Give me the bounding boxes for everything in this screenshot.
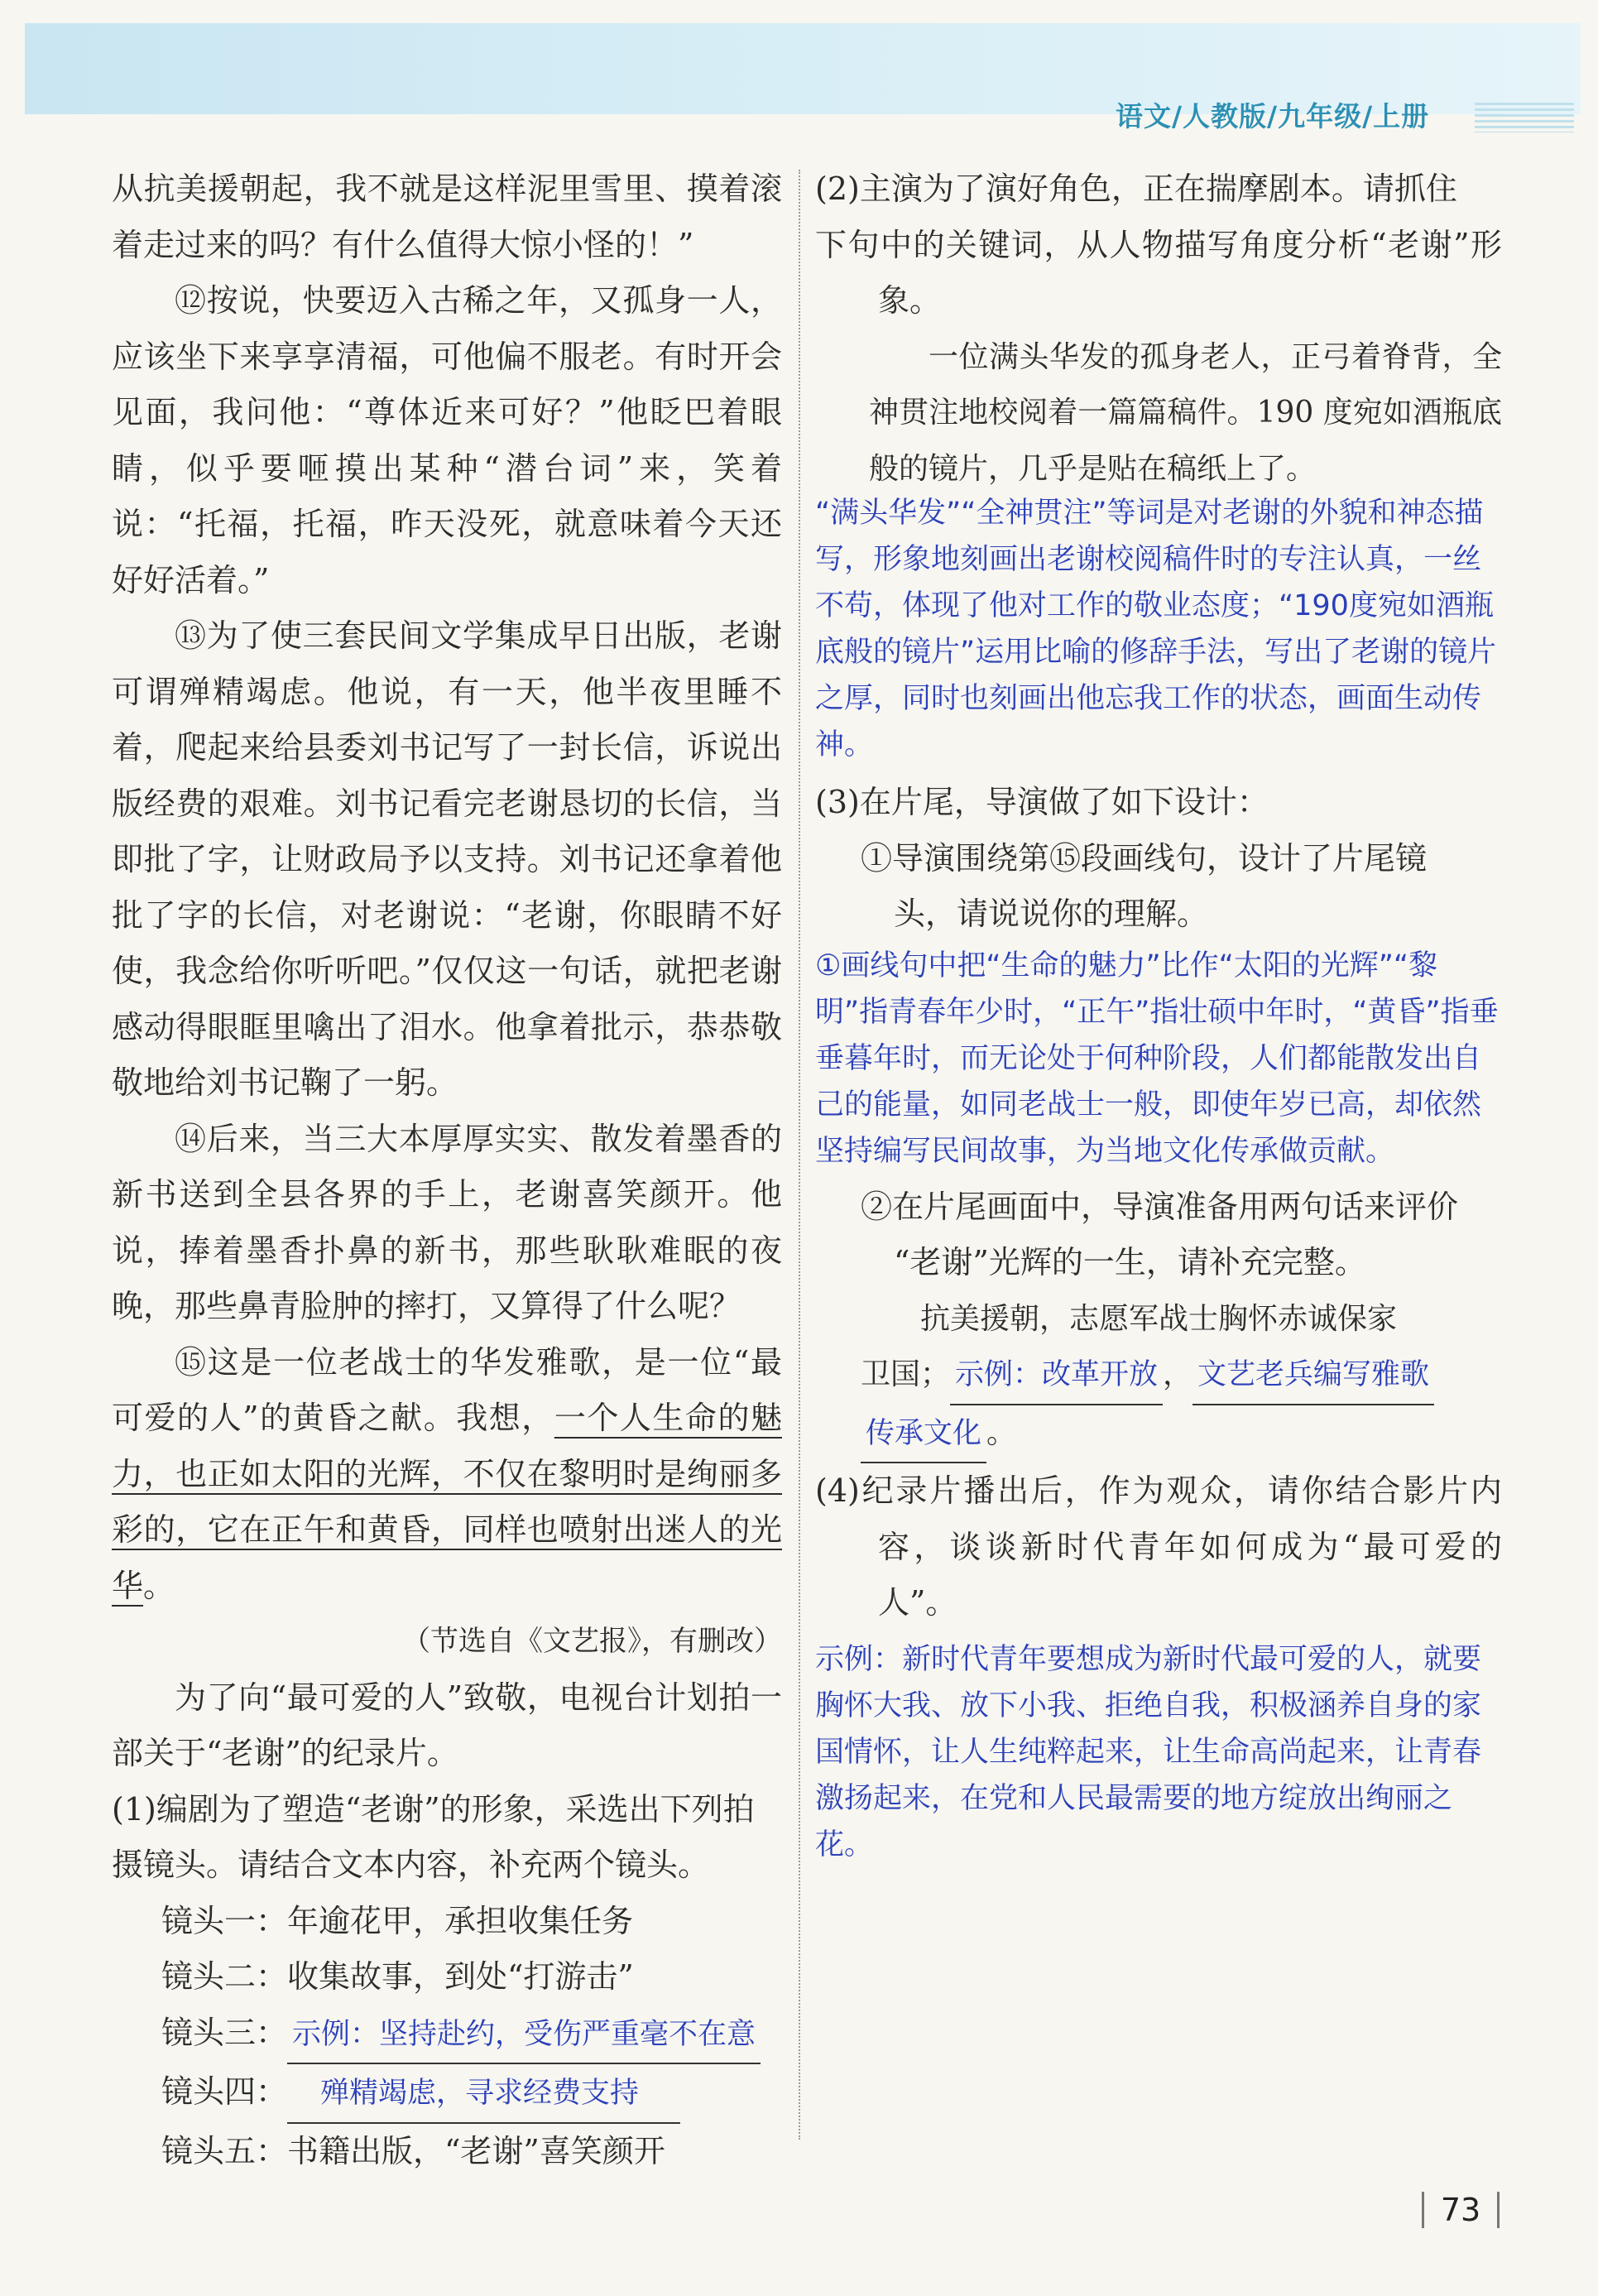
paragraph-15-lead: ⑮这是一位老战士的华发雅歌，是一位“最可爱的人”的黄昏之献。我想，	[112, 1343, 782, 1436]
shot-3	[161, 2005, 782, 2065]
left-column	[112, 161, 782, 2179]
quoted-sentence	[869, 329, 1502, 497]
header-book-label: 语文/人教版/九年级/上册	[1116, 100, 1430, 132]
answer-3-2-end: 。	[986, 1415, 1017, 1450]
question-2	[815, 161, 1502, 329]
question-1-line-b: 摄镜头。请结合文本内容，补充两个镜头。	[112, 1847, 710, 1883]
question-3-2-prompt-line-a: 抗美援朝，志愿军战士胸怀赤诚保家	[920, 1301, 1398, 1336]
answer-3-2-part-b[interactable]: 文艺老兵编写雅歌	[1193, 1347, 1434, 1405]
shot-4	[161, 2064, 782, 2124]
underlined-sentence: 一个人生命的魅力，也正如太阳的光辉，不仅在黎明时是绚丽多彩的，它在正午和黄昏，同样也喷射出迷人的光华	[112, 1400, 782, 1604]
question-3-2-line-a: ②在片尾画面中，导演准备用两句话来评价	[861, 1188, 1459, 1225]
column-divider	[799, 170, 800, 2140]
paragraph-15	[112, 1335, 782, 1615]
answer-3-2-comma: ，	[1163, 1357, 1193, 1391]
quoted-sentence-text: 一位满头华发的孤身老人，正弓着脊背，全神贯注地校阅着一篇篇稿件。190 度宛如酒瓶底般的镜片，几乎是贴在稿纸上了。	[869, 339, 1502, 486]
answer-3-1[interactable]: ①画线句中把“生命的魅力”比作“太阳的光辉”“黎明”指青春年少时，“正午”指壮硕中年时，“黄昏”指垂垂暮年时，而无论处于何种阶段，人们都能散发出自己的能量，如同老战士一般，即使年岁已高，却依然坚持编写民间故事，为当地文化传承做贡献。	[815, 949, 1499, 1168]
paragraph-14: ⑭后来，当三大本厚厚实实、散发着墨香的新书送到全县各界的手上，老谢喜笑颜开。他说，捧着墨香扑鼻的新书，那些耿耿难眠的夜晚，那些鼻青脸肿的摔打，又算得了什么呢？	[112, 1120, 782, 1324]
header-decoration	[1475, 103, 1574, 132]
question-1	[112, 1782, 782, 1894]
answer-2[interactable]: “满头华发”“全神贯注”等词是对老谢的外貌和神态描写，形象地刻画出老谢校阅稿件时的专注认真，一丝不苟，体现了他对工作的敬业态度；“190度宛如酒瓶底般的镜片”运用比喻的修辞手法，写出了老谢的镜片之厚，同时也刻画出他忘我工作的状态，画面生动传神。	[815, 497, 1497, 761]
question-3-1-line-a: ①导演围绕第⑮段画线句，设计了片尾镜	[861, 839, 1428, 877]
shot-3-answer[interactable]: 示例：坚持赴约，受伤严重毫不在意	[287, 2007, 761, 2065]
question-2-line-b: 下句中的关键词，从人物描写角度分析“老谢”形象。	[815, 226, 1502, 319]
question-3-2-prompt-line-b: 卫国；	[861, 1357, 951, 1391]
paragraph-12: ⑫按说，快要迈入古稀之年，又孤身一人，应该坐下来享享清福，可他偏不服老。有时开会见面，我问他：“尊体近来可好？”他眨巴着眼睛，似乎要咂摸出某种“潜台词”来，笑着说：“托福，托福，昨天没死，就意味着今天还好好活着。”	[112, 282, 782, 598]
paragraph-continued: 从抗美援朝起，我不就是这样泥里雪里、摸着滚着走过来的吗？有什么值得大惊小怪的！”	[112, 171, 782, 263]
answer-3-2-part-c[interactable]: 传承文化	[861, 1406, 986, 1464]
question-3-2-line-b: “老谢”光辉的一生，请补充完整。	[894, 1244, 1366, 1280]
page-number: 73	[1415, 2185, 1506, 2235]
answer-3-2-part-a[interactable]: 示例：改革开放	[950, 1347, 1163, 1405]
shot-2: 镜头二：收集故事，到处“打游击”	[161, 1958, 634, 1995]
shot-3-label: 镜头三：	[161, 2014, 288, 2051]
shot-4-label: 镜头四：	[161, 2073, 288, 2110]
question-4: (4)纪录片播出后，作为观众，请你结合影片内容，谈谈新时代青年如何成为“最可爱的人”。	[815, 1472, 1502, 1621]
right-column	[815, 161, 1502, 1897]
source-note: （节选自《文艺报》，有删改）	[402, 1625, 782, 1658]
answer-4[interactable]: 示例：新时代青年要想成为新时代最可爱的人，就要胸怀大我、放下小我、拒绝自我，积极涵养自身的家国情怀，让人生纯粹起来，让生命高尚起来，让青春激扬起来，在党和人民最需要的地方绽放出绚丽之花。	[815, 1642, 1482, 1861]
question-3: (3)在片尾，导演做了如下设计：	[815, 784, 1269, 820]
paragraph-15-end: 。	[143, 1567, 175, 1604]
question-2-line-a: (2)主演为了演好角色，正在揣摩剧本。请抓住	[815, 171, 1457, 207]
question-3-1	[861, 831, 1502, 943]
question-3-2-prompt	[861, 1291, 1502, 1464]
task-intro: 为了向“最可爱的人”致敬，电视台计划拍一部关于“老谢”的纪录片。	[112, 1679, 782, 1771]
question-1-line-a: (1)编剧为了塑造“老谢”的形象，采选出下列拍	[112, 1790, 755, 1828]
paragraph-13: ⑬为了使三套民间文学集成早日出版，老谢可谓殚精竭虑。他说，有一天，他半夜里睡不着，爬起来给县委刘书记写了一封长信，诉说出版经费的艰难。刘书记看完老谢恳切的长信，当即批了字，让财政局予以支持。刘书记还拿着他批了字的长信，对老谢说：“老谢，你眼睛不好使，我念给你听听吧。”仅仅这一句话，就把老谢感动得眼眶里噙出了泪水。他拿着批示，恭恭敬敬地给刘书记鞠了一躬。	[112, 617, 782, 1101]
question-3-2	[861, 1179, 1502, 1291]
question-3-1-line-b: 头，请说说你的理解。	[894, 896, 1209, 932]
shot-1: 镜头一：年逾花甲，承担收集任务	[161, 1902, 634, 1939]
shot-4-answer[interactable]: 殚精竭虑，寻求经费支持	[287, 2066, 680, 2124]
shot-5: 镜头五：书籍出版，“老谢”喜笑颜开	[161, 2132, 665, 2169]
